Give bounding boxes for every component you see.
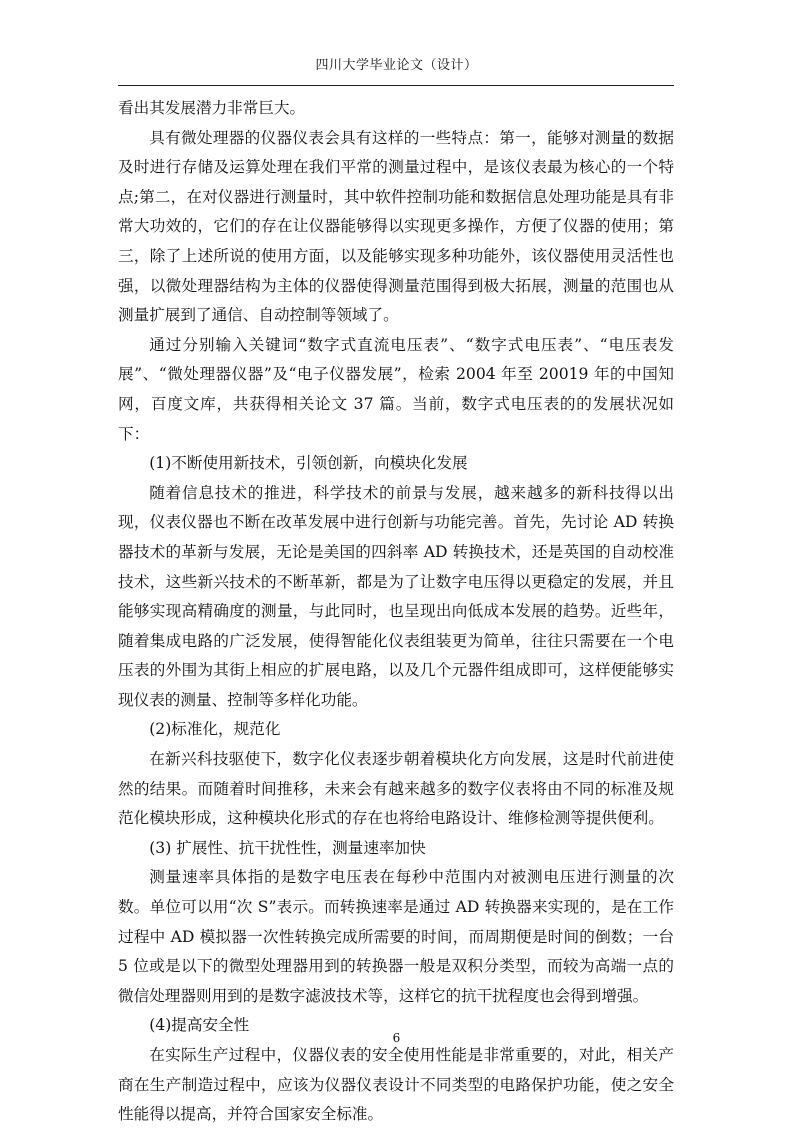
paragraph-new-technology: 随着信息技术的推进，科学技术的前景与发展，越来越多的新科技得以出现，仪表仪器也不断在改革发展中进行创新与功能完善。首先，先讨论 AD 转换器技术的革新与发展，无论是美国的四斜率 AD 转换技术，还是英国的自动校准技术，这些新兴技术的不断革新，都是为了让数字电压得以更稳定的发展，并且能够实现高精确度的测量，与此同时，也呈现出向低成本发展的趋势。近些年，随着集成电路的广泛发展，使得智能化仪表组装更为简单，往往只需要在一个电压表的外围为其街上相应的扩展电路，以及几个元器件组成即可，这样便能够实现仪表的测量、控制等多样化功能。	[118, 483, 674, 709]
running-header: 四川大学毕业论文（设计）	[315, 58, 478, 73]
continuation-paragraph: 看出其发展潜力非常巨大。	[118, 99, 306, 117]
page-body	[118, 94, 674, 1130]
section-heading-4: (4)提高安全性	[149, 1016, 250, 1035]
page-number: 6	[392, 1031, 401, 1045]
paragraph-literature-search: 通过分别输入关键词“数字式直流电压表”、“数字式电压表”、“电压表发展”、“微处理器仪器”及“电子仪器发展”，检索 2004 年至 20019 年的中国知网，百度文库，共获得相关论文 37 篇。当前，数字式电压表的的发展状况如下：	[118, 335, 674, 443]
paragraph-standardization: 在新兴科技驱使下，数字化仪表逐步朝着模块化方向发展，这是时代前进使然的结果。而随着时间推移，未来会有越来越多的数字仪表将由不同的标准及规范化模块形成，这种模块化形式的存在也将给电路设计、维修检测等提供便利。	[118, 750, 674, 828]
section-heading-2: (2)标准化，规范化	[149, 720, 281, 739]
paragraph-microprocessor-features: 具有微处理器的仪器仪表会具有这样的一些特点：第一，能够对测量的数据及时进行存储及运算处理在我们平常的测量过程中，是该仪表最为核心的一个特点;第二，在对仪器进行测量时，其中软件控制功能和数据信息处理功能是具有非常大功效的，它们的存在让仪器能够得以实现更多操作，方便了仪器的使用；第三，除了上述所说的使用方面，以及能够实现多种功能外，该仪器使用灵活性也强，以微处理器结构为主体的仪器使得测量范围得到极大拓展，测量的范围也从测量扩展到了通信、自动控制等领域了。	[118, 128, 674, 325]
section-heading-3: (3) 扩展性、抗干扰性性，测量速率加快	[149, 838, 426, 857]
paragraph-measurement-rate: 测量速率具体指的是数字电压表在每秒中范围内对被测电压进行测量的次数。单位可以用“次 S”表示。而转换速率是通过 AD 转换器来实现的，是在工作过程中 AD 模拟器一次性转换完成所需要的时间，而周期便是时间的倒数；一台 5 位或是以下的微型处理器用到的转换器一般是双积分类型，而较为高端一点的微信处理器则用到的是数字滤波技术等，这样它的抗干扰程度也会得到增强。	[118, 868, 674, 1005]
paragraph-safety: 在实际生产过程中，仪器仪表的安全使用性能是非常重要的，对此，相关产商在生产制造过程中，应该为仪器仪表设计不同类型的电路保护功能，使之安全性能得以提高，并符合国家安全标准。	[118, 1046, 674, 1124]
section-heading-1: (1)不断使用新技术，引领创新，向模块化发展	[149, 454, 468, 473]
header-divider	[118, 85, 674, 86]
